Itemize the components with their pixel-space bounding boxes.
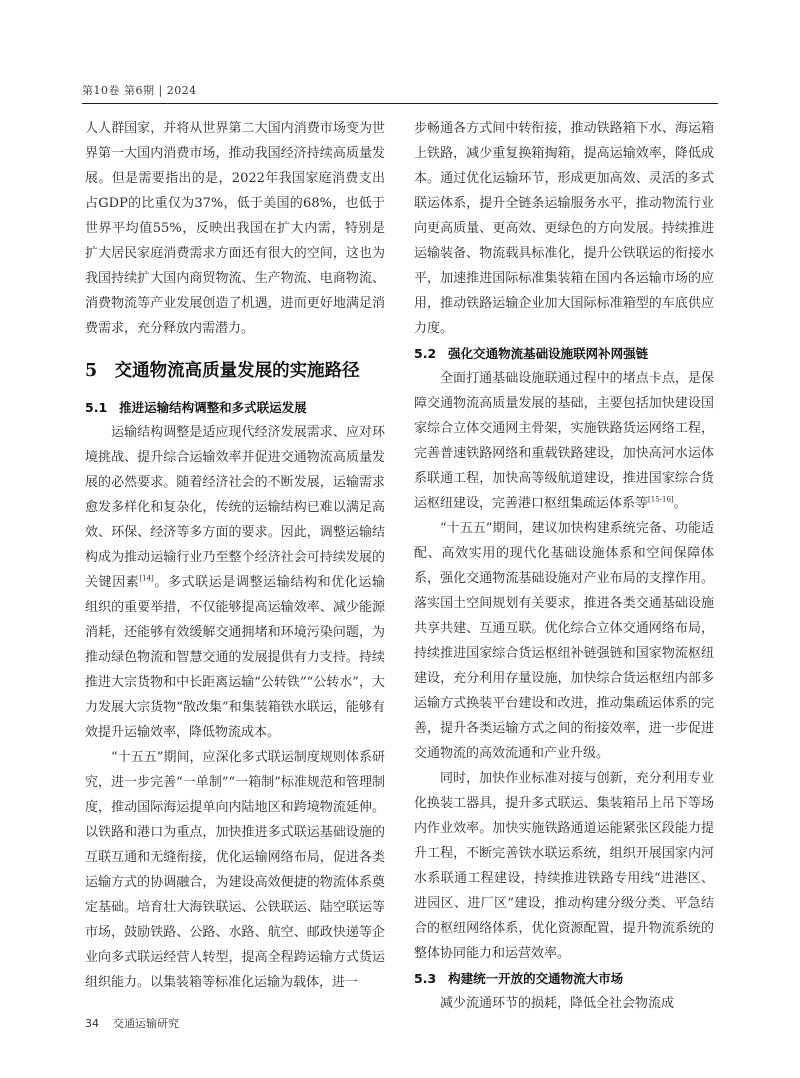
left-column <box>85 116 385 995</box>
section-title: 5 交通物流高质量发展的实施路径 <box>85 361 360 381</box>
citation: [14] <box>139 574 154 583</box>
paragraph-continued: 步畅通各方式间中转衔接，推动铁路箱下水、海运箱上铁路，减少重复换箱掏箱，提高运输效率，降低成本。通过优化运输环节，形成更加高效、灵活的多式联运体系，提升全链条运输服务水平，推动物流行业向更高质量、更高效、更绿色的方向发展。持续推进运输装备、物流载具标准化，提升公铁联运的衔接水平，加速推进国际标准集装箱在国内各运输市场的应用，推动铁路运输企业加大国际标准箱型的车底供应力度。 <box>414 121 714 336</box>
subsection-title-5-3 <box>414 966 714 991</box>
paragraph-text: 。多式联运是调整运输结构和优化运输组织的重要举措，不仅能够提高运输效率、减少能源消耗，还能够有效缓解交通拥堵和环境污染问题，为推动绿色物流和智慧交通的发展提供有力支持。持续推进大宗货物和中长距离运输“公转铁”“公转水”，大力发展大宗货物“散改集”和集装箱铁水联运，能够有效提升运输效率，降低物流成本。 <box>85 575 385 740</box>
paragraph-text: 运输结构调整是适应现代经济发展需求、应对环境挑战、提升综合运输效率并促进交通物流高质量发展的必然要求。随着经济社会的不断发展，运输需求愈发多样化和复杂化，传统的运输结构已难以满足高效、环保、经济等多方面的要求。因此，调整运输结构成为推动运输行业乃至整个经济社会可持续发展的关键因素 <box>85 425 385 590</box>
right-column <box>414 116 714 1016</box>
paragraph-text: 全面打通基础设施联通过程中的堵点卡点，是保障交通物流高质量发展的基础，主要包括加快建设国家综合立体交通网主骨架，实施铁路货运网络工程，完善普速铁路网络和重载铁路建设，加快高河水运体系联通工程，加快高等级航道建设，推进国家综合货运枢纽建设，完善港口枢纽集疏运体系等 <box>414 371 714 511</box>
paragraph: “十五五”期间，建议加快构建系统完备、功能适配、高效实用的现代化基础设施体系和空间保障体系，强化交通物流基础设施对产业布局的支撑作用。落实国土空间规划有关要求，推进各类交通基础设施共享共建、互通互联。优化综合立体交通网络布局，持续推进国家综合货运枢纽补链强链和国家物流枢纽建设，充分利用存量设施，加快综合货运枢纽内部多运输方式换装平台建设和改进，推动集疏运体系的完善，提升各类运输方式之间的衔接效率，进一步促进交通物流的高效流通和产业升级。 <box>414 521 714 761</box>
subsection-title-5-2 <box>414 341 714 366</box>
subsection-number: 5.2 <box>414 346 437 361</box>
paragraph: 减少流通环节的损耗，降低全社会物流成 <box>440 996 675 1011</box>
subsection-number: 5.1 <box>85 400 108 415</box>
page-number: 34 <box>85 1017 99 1030</box>
paragraph: 同时，加快作业标准对接与创新，充分利用专业化换装工器具，提升多式联运、集装箱吊上吊下等场内作业效率。加快实施铁路通道运能紧张区段能力提升工程，不断完善铁水联运系统，组织开展国家内河水系联通工程建设，持续推进铁路专用线“进港区、进园区、进厂区”建设，推动构建分级分类、平急结合的枢纽网络体系，优化资源配置，提升物流系统的整体协同能力和运营效率。 <box>414 771 714 961</box>
subsection-number: 5.3 <box>414 971 437 986</box>
subsection-heading: 构建统一开放的交通物流大市场 <box>448 971 624 986</box>
subsection-heading: 推进运输结构调整和多式联运发展 <box>119 400 307 415</box>
subsection-title-5-1 <box>85 395 385 420</box>
paragraph-intro-continued: 人人群国家，并将从世界第二大国内消费市场变为世界第一大国内消费市场，推动我国经济持续高质量发展。但是需要指出的是，2022年我国家庭消费支出占GDP的比重仅为37%，低于美国的68%，也低于世界平均值55%，反映出我国在扩大内需，特别是扩大居民家庭消费需求方面还有很大的空间，这也为我国持续扩大国内商贸物流、生产物流、电商物流、消费物流等产业发展创造了机遇，进而更好地满足消费需求，充分释放内需潜力。 <box>85 121 385 336</box>
paragraph <box>85 420 385 745</box>
header-rule <box>82 103 718 104</box>
page-footer <box>85 1015 179 1031</box>
paragraph <box>414 366 714 516</box>
running-header: 第10卷 第6期 | 2024 <box>82 84 197 97</box>
citation: [15-16] <box>648 495 674 504</box>
subsection-heading: 强化交通物流基础设施联网补网强链 <box>448 346 649 361</box>
paragraph: “十五五”期间，应深化多式联运制度规则体系研究，进一步完善“一单制”“一箱制”标准规范和管理制度，推动国际海运提单向内陆地区和跨境物流延伸。以铁路和港口为重点，加快推进多式联运基础设施的互联互通和无缝衔接，优化运输网络布局，促进各类运输方式的协调融合，为建设高效便捷的物流体系奠定基础。培育壮大海铁联运、公铁联运、陆空联运等市场，鼓励铁路、公路、水路、航空、邮政快递等企业向多式联运经营人转型，提高全程跨运输方式货运组织能力。以集装箱等标准化运输为载体，进一 <box>85 750 385 990</box>
paragraph-text: 。 <box>673 496 687 511</box>
journal-name: 交通运输研究 <box>113 1017 179 1030</box>
